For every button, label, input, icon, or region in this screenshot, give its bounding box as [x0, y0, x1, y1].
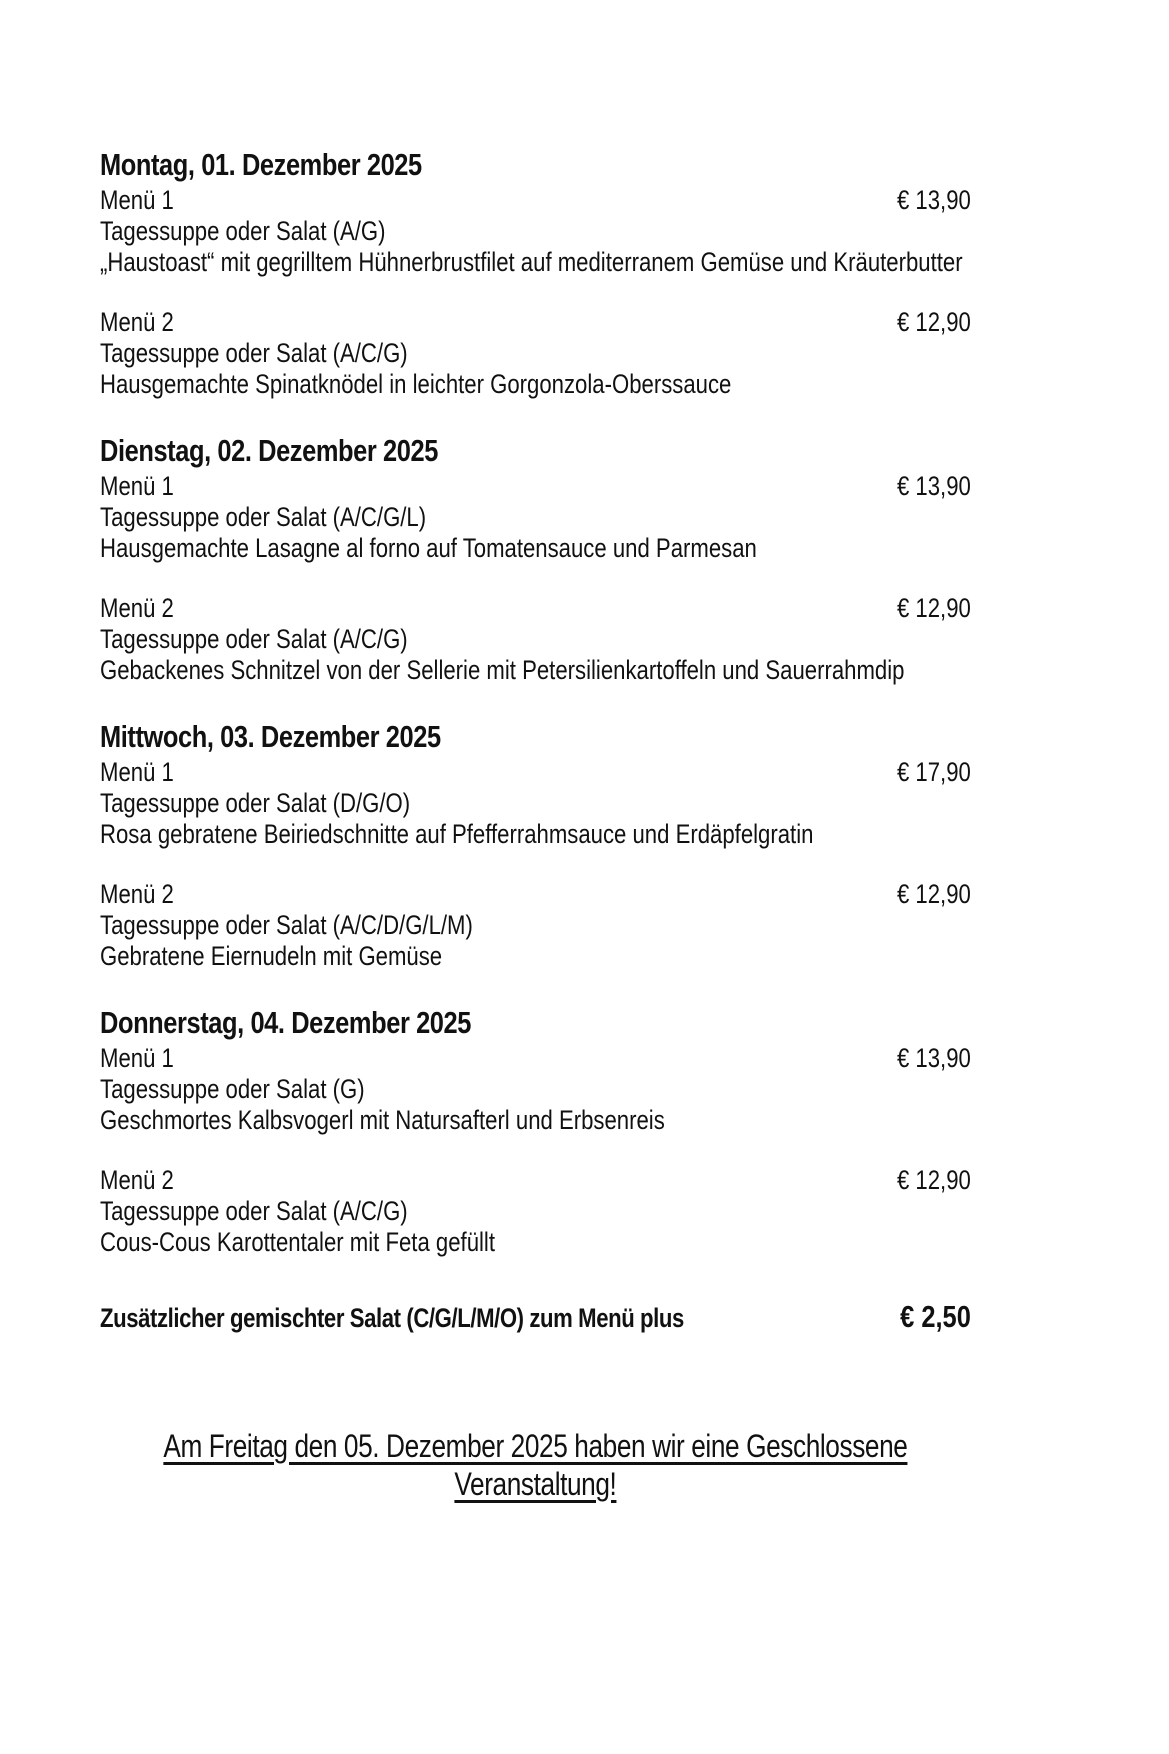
menu-dish-line: Gebratene Eiernudeln mit Gemüse [100, 941, 443, 971]
menu-header-row [100, 879, 971, 910]
menu-label: Menü 2 [100, 593, 174, 623]
menu-block [100, 307, 971, 400]
menu-block [100, 757, 971, 850]
menu-soup-line: Tagessuppe oder Salat (A/C/G) [100, 624, 408, 654]
menu-header-row [100, 307, 971, 338]
extra-salad-label: Zusätzlicher gemischter Salat (C/G/L/M/O) zum Menü plus [100, 1303, 684, 1333]
menu-dish-line: Gebackenes Schnitzel von der Sellerie mit Petersilienkartoffeln und Sauerrahmdip [100, 655, 905, 685]
menu-label: Menü 1 [100, 1043, 174, 1073]
menu-dish-line: Cous-Cous Karottentaler mit Feta gefüllt [100, 1227, 496, 1257]
menu-price: € 12,90 [896, 879, 971, 909]
menu-soup-line: Tagessuppe oder Salat (A/G) [100, 216, 386, 246]
menu-soup-line: Tagessuppe oder Salat (D/G/O) [100, 788, 411, 818]
menu-label: Menü 2 [100, 879, 174, 909]
menu-header-row [100, 757, 971, 788]
day-title: Donnerstag, 04. Dezember 2025 [100, 1005, 471, 1040]
menu-soup-line: Tagessuppe oder Salat (G) [100, 1074, 365, 1104]
menu-label: Menü 1 [100, 185, 174, 215]
menu-price: € 12,90 [896, 1165, 971, 1195]
menu-price: € 13,90 [896, 1043, 971, 1073]
menu-header-row [100, 471, 971, 502]
day-title: Mittwoch, 03. Dezember 2025 [100, 719, 441, 754]
menu-dish-line: Geschmortes Kalbsvogerl mit Natursafterl und Erbsenreis [100, 1105, 665, 1135]
day-section-dienstag [100, 431, 971, 686]
extra-salad-price: € 2,50 [900, 1299, 971, 1334]
menu-label: Menü 1 [100, 757, 174, 787]
menu-price: € 13,90 [896, 185, 971, 215]
menu-block [100, 1043, 971, 1136]
menu-content-column [100, 145, 971, 1503]
menu-label: Menü 2 [100, 307, 174, 337]
menu-dish-line: Hausgemachte Lasagne al forno auf Tomatensauce und Parmesan [100, 533, 757, 563]
menu-block [100, 879, 971, 972]
menu-block [100, 593, 971, 686]
menu-dish-line: „Haustoast“ mit gegrilltem Hühnerbrustfilet auf mediterranem Gemüse und Kräuterbutter [100, 247, 963, 277]
menu-soup-line: Tagessuppe oder Salat (A/C/G/L) [100, 502, 427, 532]
menu-block [100, 471, 971, 564]
menu-price: € 17,90 [896, 757, 971, 787]
day-section-mittwoch [100, 717, 971, 972]
menu-header-row [100, 593, 971, 624]
menu-soup-line: Tagessuppe oder Salat (A/C/G) [100, 338, 408, 368]
menu-label: Menü 1 [100, 471, 174, 501]
menu-header-row [100, 185, 971, 216]
menu-soup-line: Tagessuppe oder Salat (A/C/G) [100, 1196, 408, 1226]
menu-header-row [100, 1043, 971, 1074]
extra-salad-row [100, 1300, 971, 1335]
day-title: Montag, 01. Dezember 2025 [100, 147, 422, 182]
menu-dish-line: Rosa gebratene Beiriedschnitte auf Pfefferrahmsauce und Erdäpfelgratin [100, 819, 814, 849]
menu-block [100, 185, 971, 278]
menu-header-row [100, 1165, 971, 1196]
menu-block [100, 1165, 971, 1258]
closure-announcement: Am Freitag den 05. Dezember 2025 haben wir eine Geschlossene Veranstaltung! [163, 1428, 908, 1502]
day-section-donnerstag [100, 1003, 971, 1258]
day-section-montag [100, 145, 971, 400]
menu-label: Menü 2 [100, 1165, 174, 1195]
day-title: Dienstag, 02. Dezember 2025 [100, 433, 438, 468]
menu-price: € 12,90 [896, 307, 971, 337]
menu-price: € 12,90 [896, 593, 971, 623]
menu-dish-line: Hausgemachte Spinatknödel in leichter Gorgonzola-Oberssauce [100, 369, 732, 399]
menu-price: € 13,90 [896, 471, 971, 501]
menu-soup-line: Tagessuppe oder Salat (A/C/D/G/L/M) [100, 910, 473, 940]
